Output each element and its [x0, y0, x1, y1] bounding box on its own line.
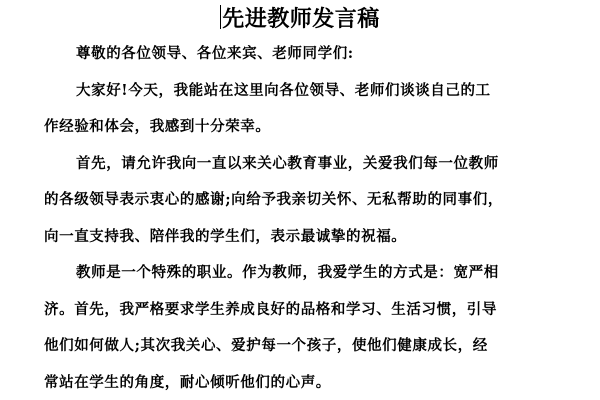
title-row — [0, 2, 600, 32]
text-line: 尊敬的各位领导、各位来宾、老师同学们: — [76, 45, 354, 62]
text-line: 教师是一个特殊的职业。作为教师，我爱学生的方式是：宽严相 — [76, 264, 499, 281]
document-title[interactable]: 先进教师发言稿 — [222, 6, 380, 32]
text-line: 大家好!今天，我能站在这里向各位领导、老师们谈谈自己的工 — [76, 81, 491, 99]
text-line: 首先，请允许我向一直以来关心教育事业，关爱我们每一位教师 — [76, 154, 499, 172]
text-line: 的各级领导表示衷心的感谢;向给予我亲切关怀、无私帮助的同事们， — [44, 191, 503, 208]
paragraph-salutation[interactable] — [44, 36, 544, 73]
text-line: 济。首先，我严格要求学生养成良好的品格和学习、生活习惯，引导 — [44, 300, 497, 318]
text-line: 作经验和体会，我感到十分荣幸。 — [44, 118, 271, 135]
paragraph-teaching[interactable] — [44, 255, 544, 400]
document-body — [44, 36, 544, 400]
paragraph-greeting[interactable] — [44, 73, 544, 146]
text-line: 他们如何做人;其次我关心、爱护每一个孩子，使他们健康成长，经 — [44, 337, 488, 354]
paragraph-thanks[interactable] — [44, 146, 544, 256]
text-line: 常站在学生的角度，耐心倾听他们的心声。 — [44, 373, 331, 391]
text-line: 向一直支持我、陪伴我的学生们，表示最诚挚的祝福。 — [44, 227, 407, 245]
